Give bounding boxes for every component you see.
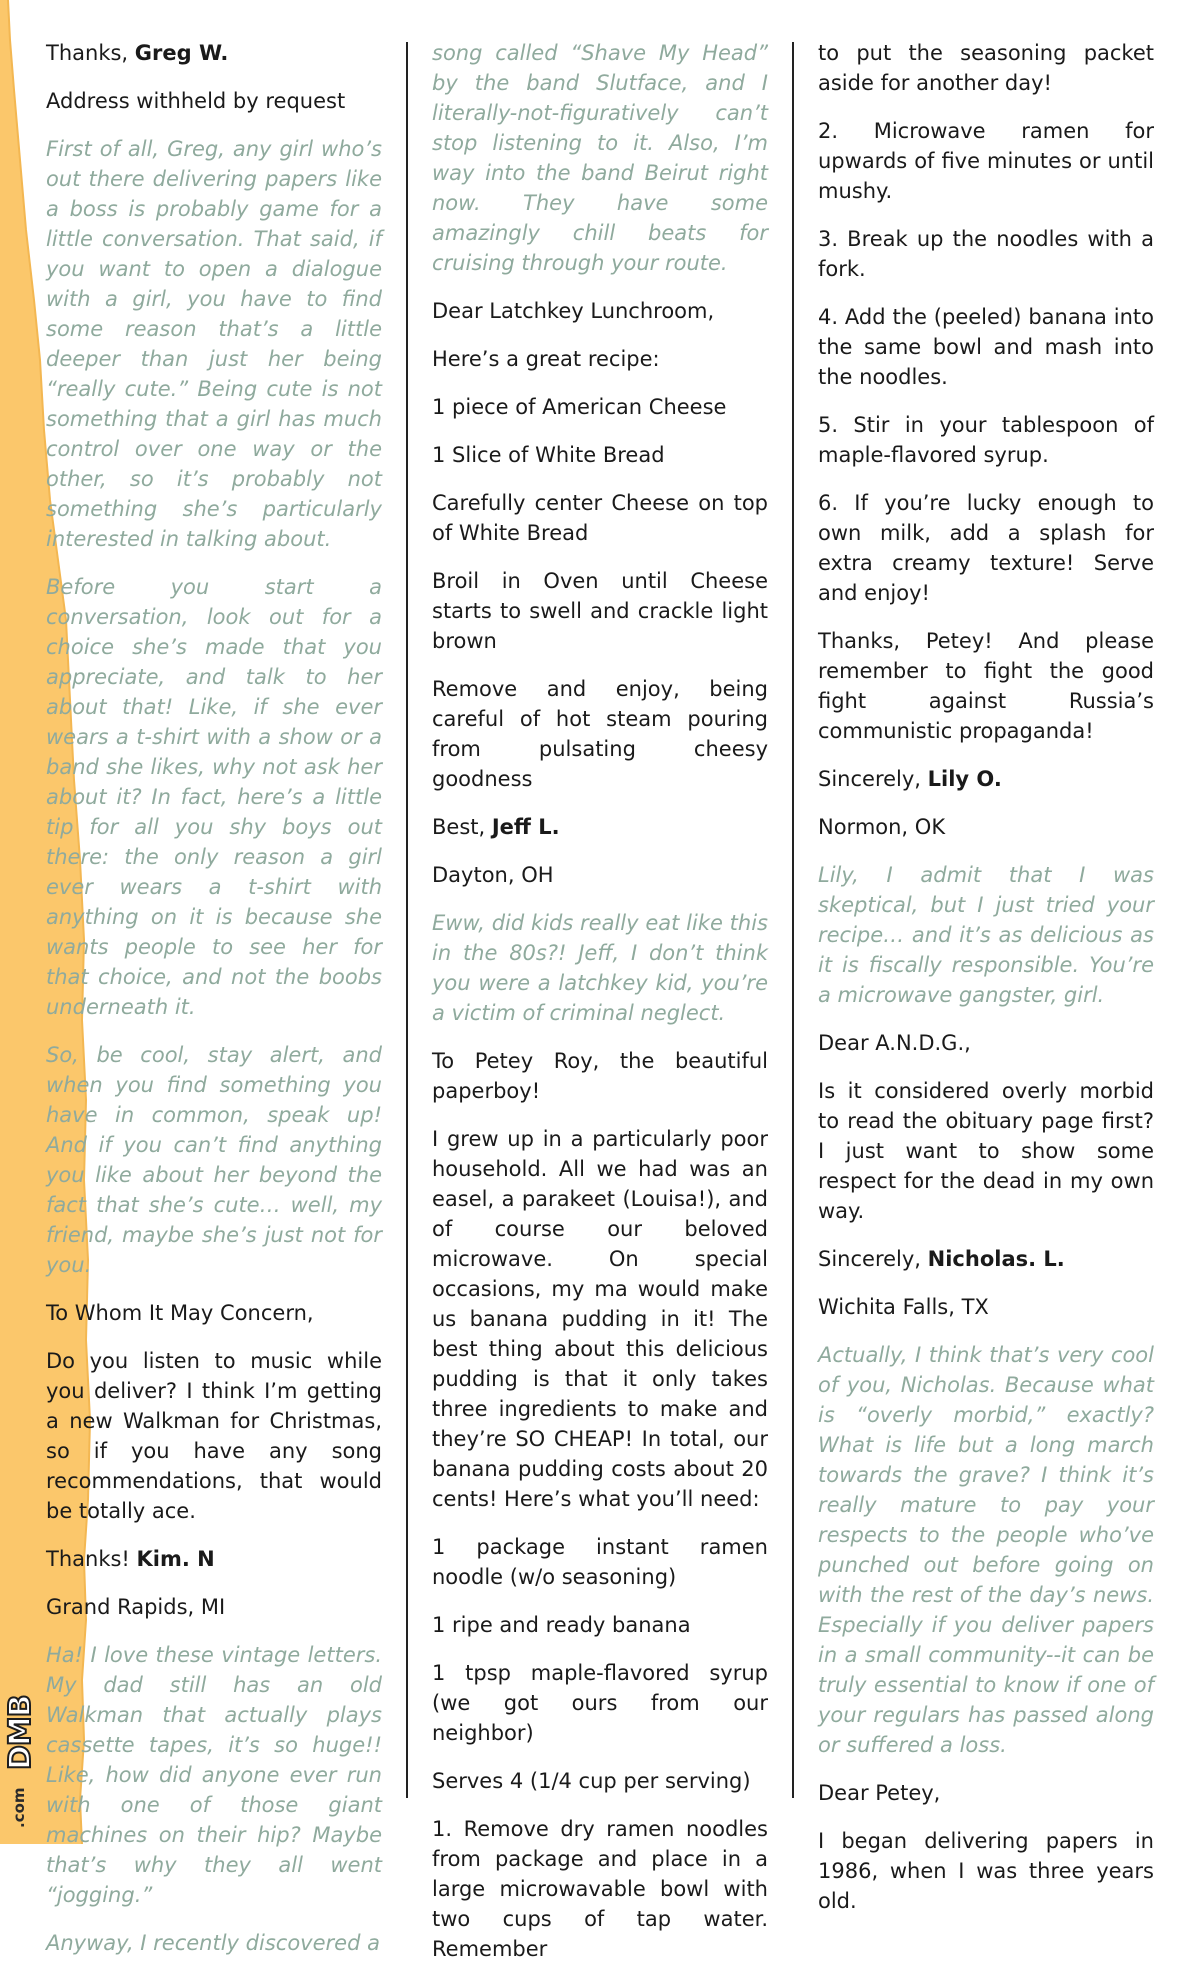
recipe-step: to put the seasoning packet aside for another day! <box>818 41 1154 95</box>
signoff-text: Thanks, <box>46 41 135 65</box>
response-paragraph: Before you start a conversation, look out for a choice she’s made that you appreciate, and talk to her about that! Like, if she ever wears a t-shirt with a show or a band she likes, why not ask her about it? In fact, here’s a little tip for all you shy boys out there: the only reason a girl ever wears a t-shirt with anything on it is because she wants people to see her for that choice, and not the boobs underneath it. <box>46 575 382 1019</box>
signoff-name: Lily O. <box>927 767 1002 791</box>
signoff-name: Nicholas. L. <box>927 1247 1065 1271</box>
recipe-line: Serves 4 (1/4 cup per serving) <box>432 1769 751 1793</box>
signoff-text: Best, <box>432 815 492 839</box>
recipe-step: 4. Add the (peeled) banana into the same bowl and mash into the noodles. <box>818 305 1154 389</box>
recipe-line: 1 package instant ramen noodle (w/o seasoning) <box>432 1535 768 1589</box>
column-middle <box>432 38 768 1961</box>
recipe-line: Remove and enjoy, being careful of hot steam pouring from pulsating cheesy goodness <box>432 677 768 791</box>
column-divider <box>406 42 408 1798</box>
signoff-text: Thanks! <box>46 1547 137 1571</box>
recipe-line: Carefully center Cheese on top of White Bread <box>432 491 768 545</box>
letter-paragraph: I began delivering papers in 1986, when I was three years old. <box>818 1829 1154 1913</box>
letter-signoff <box>46 1544 382 1574</box>
letter-paragraph: Do you listen to music while you deliver? I think I’m getting a new Walkman for Christmas, so if you have any song recommendations, that would be totally ace. <box>46 1349 382 1523</box>
letter-location: Address withheld by request <box>46 89 346 113</box>
recipe-step: 3. Break up the noodles with a fork. <box>818 227 1154 281</box>
signoff-name: Jeff L. <box>491 815 560 839</box>
response-paragraph: Anyway, I recently discovered a <box>46 1931 380 1955</box>
letter-paragraph: Is it considered overly morbid to read the obituary page first? I just want to show some respect for the dead in my own way. <box>818 1079 1154 1223</box>
letter-location: Wichita Falls, TX <box>818 1295 989 1319</box>
letter-salutation: Dear Petey, <box>818 1781 941 1805</box>
recipe-step: 5. Stir in your tablespoon of maple-flavored syrup. <box>818 413 1154 467</box>
signoff-text: Sincerely, <box>818 1247 928 1271</box>
signoff-name: Kim. N <box>136 1547 215 1571</box>
recipe-line: 1 piece of American Cheese <box>432 395 727 419</box>
letter-signoff <box>818 1244 1154 1274</box>
recipe-step: 2. Microwave ramen for upwards of five minutes or until mushy. <box>818 119 1154 203</box>
signoff-name: Greg W. <box>134 41 229 65</box>
letter-paragraph: I grew up in a particularly poor household. All we had was an easel, a parakeet (Louisa!), and of course our beloved microwave. On special occasions, my ma would make us banana pudding in it! The best thing about this delicious pudding is that it only takes three ingredients to make and they’re SO CHEAP! In total, our banana pudding costs about 20 cents! Here’s what you’ll need: <box>432 1127 768 1511</box>
letter-paragraph: Thanks, Petey! And please remember to fight the good fight against Russia’s communistic propaganda! <box>818 629 1154 743</box>
letter-signoff <box>46 38 382 68</box>
recipe-line: Broil in Oven until Cheese starts to swell and crackle light brown <box>432 569 768 653</box>
letter-location: Grand Rapids, MI <box>46 1595 226 1619</box>
letter-salutation: Dear A.N.D.G., <box>818 1031 971 1055</box>
logo-wordmark: DMB <box>3 1695 38 1770</box>
recipe-line: 1 Slice of White Bread <box>432 443 665 467</box>
letter-paragraph: Here’s a great recipe: <box>432 347 660 371</box>
letter-salutation: To Petey Roy, the beautiful paperboy! <box>432 1049 768 1103</box>
response-paragraph: Ha! I love these vintage letters. My dad still has an old Walkman that actually plays cassette tapes, it’s so huge!! Like, how did anyone ever run with one of those giant machines on their hip? Maybe that’s why they all went “jogging.” <box>46 1643 382 1907</box>
response-paragraph: Lily, I admit that I was skeptical, but I just tried your recipe… and it’s as delicious as it is fiscally responsible. You’re a microwave gangster, girl. <box>818 863 1154 1007</box>
letter-salutation: Dear Latchkey Lunchroom, <box>432 299 715 323</box>
letter-salutation: To Whom It May Concern, <box>46 1301 314 1325</box>
logo-domain: .com <box>10 1787 28 1828</box>
column-divider <box>792 42 794 1798</box>
recipe-step: 1. Remove dry ramen noodles from package and place in a large microwavable bowl with two cups of tap water. Remember <box>432 1817 768 1961</box>
letter-location: Normon, OK <box>818 815 946 839</box>
letter-signoff <box>432 812 768 842</box>
response-paragraph: Eww, did kids really eat like this in the 80s?! Jeff, I don’t think you were a latchkey kid, you’re a victim of criminal neglect. <box>432 911 768 1025</box>
recipe-line: 1 ripe and ready banana <box>432 1613 691 1637</box>
column-left <box>46 38 382 1955</box>
letter-location: Dayton, OH <box>432 863 554 887</box>
response-paragraph: song called “Shave My Head” by the band Slutface, and I literally-not-figuratively can’t stop listening to it. Also, I’m way into the band Beirut right now. They have some amazingly chill beats for cruising through your route. <box>432 41 768 275</box>
signoff-text: Sincerely, <box>818 767 928 791</box>
response-paragraph: Actually, I think that’s very cool of you, Nicholas. Because what is “overly morbid,” exactly? What is life but a long march towards the grave? I think it’s really mature to pay your respects to the people who’ve punched out before going on with the rest of the day’s news. Especially if you deliver papers in a small community--it can be truly essential to know if one of your regulars has passed along or suffered a loss. <box>818 1343 1154 1757</box>
response-paragraph: So, be cool, stay alert, and when you find something you have in common, speak up! And if you can’t find anything you like about her beyond the fact that she’s cute… well, my friend, maybe she’s just not for you. <box>46 1043 382 1277</box>
response-paragraph: First of all, Greg, any girl who’s out there delivering papers like a boss is probably game for a little conversation. That said, if you want to open a dialogue with a girl, you have to find some reason that’s a little deeper than just her being “really cute.” Being cute is not something that a girl has much control over one way or the other, so it’s probably not something she’s particularly interested in talking about. <box>46 137 382 551</box>
recipe-step: 6. If you’re lucky enough to own milk, add a splash for extra creamy texture! Serve and enjoy! <box>818 491 1154 605</box>
letter-signoff <box>818 764 1154 794</box>
dmb-logo <box>4 1680 38 1830</box>
recipe-line: 1 tpsp maple-flavored syrup (we got ours from our neighbor) <box>432 1661 768 1745</box>
column-right <box>818 38 1154 1913</box>
